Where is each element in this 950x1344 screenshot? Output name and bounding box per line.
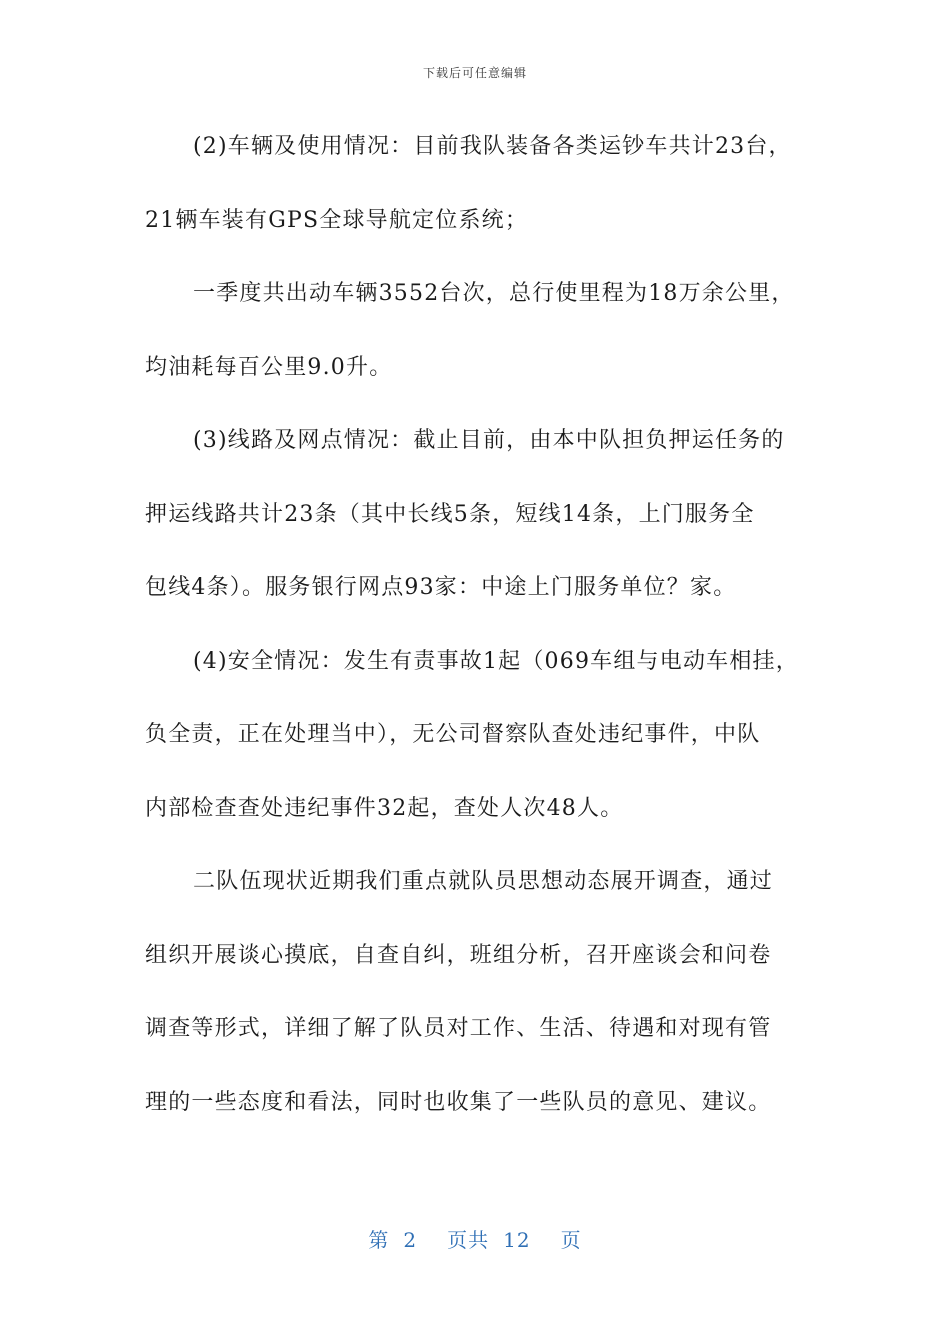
- paragraph-routes: [145, 404, 810, 625]
- footer-current-page: 2: [403, 1228, 418, 1252]
- text-line: 均油耗每百公里9.0升。: [145, 354, 393, 380]
- text-line: 二队伍现状近期我们重点就队员思想动态展开调查，通过: [193, 869, 774, 894]
- document-body: [145, 110, 810, 1139]
- text-line: 组织开展谈心摸底，自查自纠，班组分析，召开座谈会和问卷: [145, 942, 772, 968]
- text-line: 理的一些态度和看法，同时也收集了一些队员的意见、建议。: [145, 1089, 772, 1115]
- text-line: 一季度共出动车辆3552台次，总行使里程为18万余公里，: [193, 281, 795, 306]
- footer-prefix: 第: [368, 1228, 390, 1252]
- text-line: (4)安全情况：发生有责事故1起（069车组与电动车相挂，: [193, 648, 799, 674]
- footer-total-pages: 12: [503, 1228, 531, 1252]
- paragraph-mileage: [145, 257, 810, 404]
- text-line: 押运线路共计23条（其中长线5条，短线14条，上门服务全: [145, 501, 755, 527]
- page-number-footer: [0, 1224, 950, 1253]
- text-line: 21辆车装有GPS全球导航定位系统；: [145, 207, 529, 233]
- paragraph-safety: [145, 625, 810, 846]
- page-header: 下载后可任意编辑: [422, 66, 527, 80]
- footer-middle: 页共: [447, 1228, 490, 1252]
- paragraph-team-status: [145, 845, 810, 1139]
- paragraph-vehicles: [145, 110, 810, 257]
- footer-suffix: 页: [560, 1228, 582, 1252]
- text-line: 负全责，正在处理当中），无公司督察队查处违纪事件，中队: [145, 722, 761, 747]
- text-line: (3)线路及网点情况：截止目前，由本中队担负押运任务的: [193, 428, 785, 453]
- text-line: (2)车辆及使用情况：目前我队装备各类运钞车共计23台，: [193, 134, 792, 159]
- text-line: 内部检查查处违纪事件32起，查处人次48人。: [145, 795, 624, 821]
- text-line: 包线4条）。服务银行网点93家：中途上门服务单位？家。: [145, 575, 737, 600]
- text-line: 调查等形式，详细了解了队员对工作、生活、待遇和对现有管: [145, 1016, 772, 1041]
